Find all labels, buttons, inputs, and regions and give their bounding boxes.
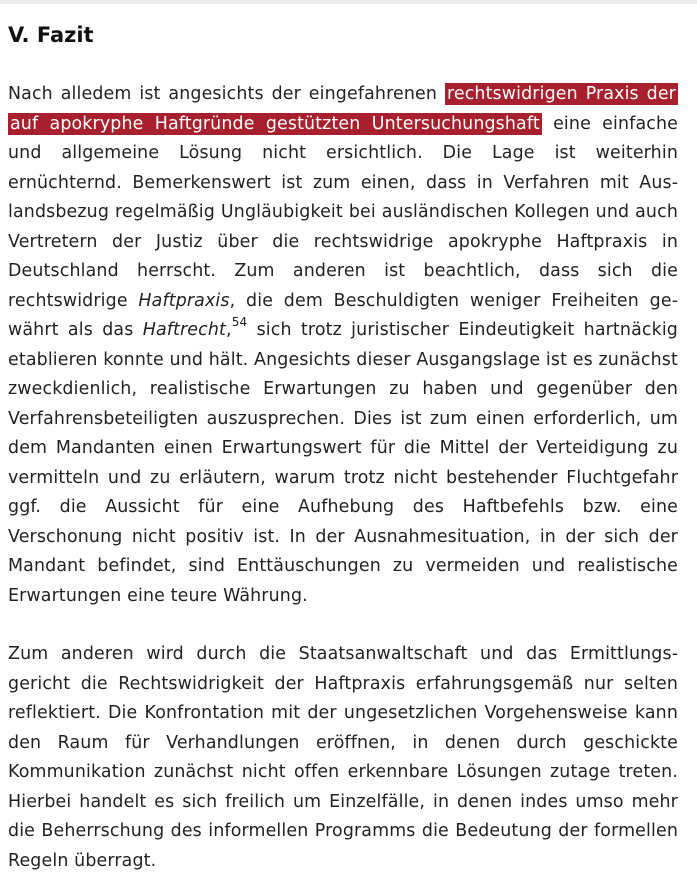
italic-term-haftpraxis: Haftpraxis — [138, 290, 230, 311]
paragraph-text: eine einfache und allgemeine Lösung nicht ersichtlich. Die Lage ist weiterhin ernüchternd. Bemerkenswert ist zum einen, dass in Verfahren mit Auslandsbezug regelmäßig Ungläubigkeit bei ausländischen Kollegen und auch Vertretern der Justiz über die rechtswidrige apokryphe Haftpraxis in Deutschland herrscht. Zum anderen ist beachtlich, dass sich die rechtswidrige — [8, 113, 678, 311]
section-heading: V. Fazit — [8, 23, 94, 47]
paragraph-text: sich trotz juristischer Eindeutigkeit hartnäckig etablieren konnte und hält. Angesichts dieser Ausgangslage ist es zunächst zweckdienlich, realistische Erwartungen zu haben und gegenüber den Verfahrensbeteiligten auszusprechen. Dies ist zum einen erforderlich, um dem Mandanten einen Erwartungswert für die Mittel der Verteidigung zu vermitteln und zu erläutern, warum trotz nicht bestehender Fluchtgefahr ggf. die Aussicht für eine Aufhebung des Haftbefehls bzw. eine Verschonung nicht positiv ist. In der Ausnahmesituation, in der sich der Mandant befindet, sind Enttäuschungen zu vermeiden und realistische Erwartungen eine teure Währung. — [8, 320, 678, 606]
italic-term-haftrecht: Haftrecht — [142, 320, 227, 340]
paragraph-text: Nach alledem ist angesichts der eingefahrenen — [8, 84, 445, 104]
paragraph-text: , — [226, 320, 232, 340]
top-divider — [0, 0, 697, 4]
highlighted-text[interactable]: rechtswidrigen Praxis der auf apokryphe Haftgründe gestützten Untersuchungshaft — [10, 84, 676, 134]
paragraph-text: , die dem Beschuldigten weniger Freiheiten gewährt als das — [8, 290, 678, 340]
paragraph-conclusion-1 — [8, 80, 678, 611]
document-body — [8, 18, 678, 876]
paragraph-conclusion-2: Zum anderen wird durch die Staatsanwaltschaft und das Ermittlungsgericht die Rechtswidrigkeit der Haftpraxis erfahrungsgemäß nur selten reflektiert. Die Konfrontation mit der ungesetzlichen Vorgehensweise kann den Raum für Verhandlungen eröffnen, in denen durch geschickte Kommunikation zunächst nicht offen erkennbare Lösungen zutage treten. Hierbei handelt es sich freilich um Einzelfälle, in denen indes umso mehr die Beherrschung des informellen Programms die Bedeutung der formellen Regeln überragt. — [8, 644, 678, 871]
footnote-reference[interactable]: 54 — [231, 315, 248, 330]
